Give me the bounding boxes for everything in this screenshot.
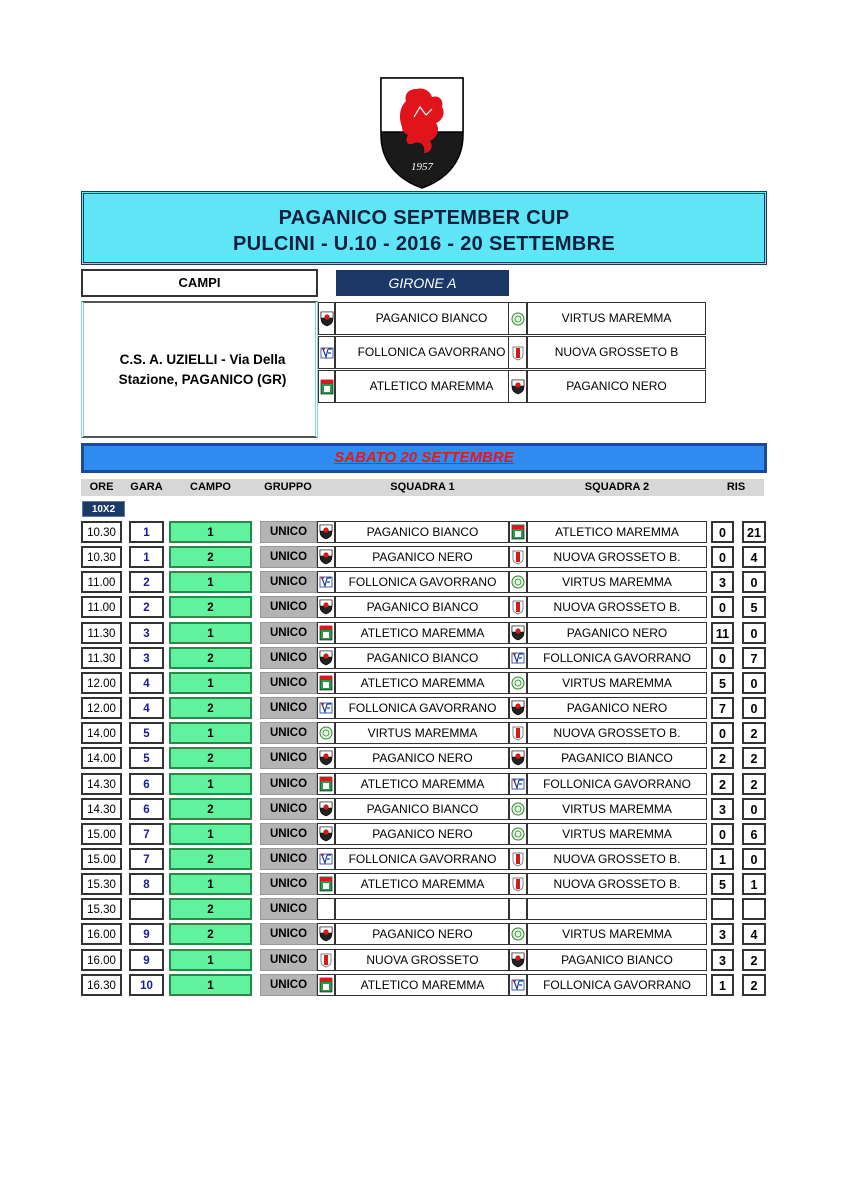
score-team-2: 0 — [742, 571, 766, 593]
score-team-2: 0 — [742, 697, 766, 719]
match-number: 7 — [129, 848, 164, 870]
match-team-2: FOLLONICA GAVORRANO — [527, 647, 707, 669]
match-row — [0, 974, 849, 996]
match-time: 15.30 — [81, 873, 122, 895]
match-group: UNICO — [260, 923, 317, 945]
match-row — [0, 798, 849, 820]
score-team-2 — [742, 898, 766, 920]
score-team-2: 2 — [742, 949, 766, 971]
match-time: 11.00 — [81, 596, 122, 618]
virtus-crest-icon — [317, 722, 335, 744]
paganico-crest-icon — [317, 647, 335, 669]
match-team-1: FOLLONICA GAVORRANO — [335, 697, 510, 719]
match-team-2: PAGANICO NERO — [527, 697, 707, 719]
match-number: 3 — [129, 622, 164, 644]
match-team-2: ATLETICO MAREMMA — [527, 521, 707, 543]
paganico-crest-icon — [317, 798, 335, 820]
match-team-2: NUOVA GROSSETO B. — [527, 596, 707, 618]
match-time: 14.30 — [81, 773, 122, 795]
score-team-1: 1 — [711, 974, 734, 996]
score-team-1: 0 — [711, 647, 734, 669]
score-team-1: 0 — [711, 823, 734, 845]
atletico-crest-icon — [317, 672, 335, 694]
match-time: 12.00 — [81, 672, 122, 694]
match-time: 11.00 — [81, 571, 122, 593]
match-team-2: NUOVA GROSSETO B. — [527, 722, 707, 744]
title-banner — [81, 191, 767, 265]
match-row — [0, 823, 849, 845]
match-number: 2 — [129, 571, 164, 593]
atletico-crest-icon — [318, 370, 335, 403]
match-team-1 — [335, 898, 510, 920]
match-team-2: NUOVA GROSSETO B. — [527, 848, 707, 870]
group-row — [318, 370, 706, 403]
match-group: UNICO — [260, 823, 317, 845]
score-team-1 — [711, 898, 734, 920]
match-group: UNICO — [260, 722, 317, 744]
score-team-2: 0 — [742, 622, 766, 644]
match-team-1: PAGANICO BIANCO — [335, 521, 510, 543]
match-row — [0, 697, 849, 719]
score-team-2: 2 — [742, 773, 766, 795]
score-team-1: 3 — [711, 571, 734, 593]
match-group: UNICO — [260, 773, 317, 795]
match-row — [0, 923, 849, 945]
atletico-crest-icon — [317, 974, 335, 996]
match-group: UNICO — [260, 949, 317, 971]
match-team-2: PAGANICO BIANCO — [527, 949, 707, 971]
follonica-crest-icon — [508, 974, 527, 996]
match-field: 1 — [169, 974, 252, 996]
score-team-2: 5 — [742, 596, 766, 618]
score-team-2: 2 — [742, 747, 766, 769]
match-number: 4 — [129, 672, 164, 694]
follonica-crest-icon — [508, 773, 527, 795]
grosseto-crest-icon — [508, 596, 527, 618]
match-group: UNICO — [260, 546, 317, 568]
match-group: UNICO — [260, 672, 317, 694]
virtus-crest-icon — [508, 823, 527, 845]
header-ore: ORE — [89, 481, 114, 493]
match-team-1: VIRTUS MAREMMA — [335, 722, 510, 744]
match-row — [0, 596, 849, 618]
match-group: UNICO — [260, 697, 317, 719]
score-team-1: 5 — [711, 873, 734, 895]
match-time: 11.30 — [81, 622, 122, 644]
score-team-2: 6 — [742, 823, 766, 845]
campi-label: CAMPI — [81, 269, 318, 297]
match-team-1: PAGANICO NERO — [335, 923, 510, 945]
match-group: UNICO — [260, 848, 317, 870]
club-logo — [380, 77, 464, 189]
match-number: 10 — [129, 974, 164, 996]
score-team-1: 0 — [711, 546, 734, 568]
virtus-crest-icon — [508, 798, 527, 820]
match-time: 16.00 — [81, 923, 122, 945]
paganico-crest-icon — [318, 302, 335, 335]
match-number: 6 — [129, 798, 164, 820]
match-team-1: PAGANICO NERO — [335, 823, 510, 845]
paganico-crest-icon — [317, 596, 335, 618]
match-field: 2 — [169, 798, 252, 820]
score-team-2: 4 — [742, 546, 766, 568]
match-group: UNICO — [260, 596, 317, 618]
atletico-crest-icon — [317, 773, 335, 795]
match-field: 2 — [169, 596, 252, 618]
score-team-2: 4 — [742, 923, 766, 945]
match-team-1: ATLETICO MAREMMA — [335, 974, 510, 996]
score-team-2: 1 — [742, 873, 766, 895]
match-row — [0, 647, 849, 669]
match-field: 1 — [169, 873, 252, 895]
paganico-crest-icon — [508, 697, 527, 719]
grosseto-crest-icon — [508, 873, 527, 895]
match-row — [0, 722, 849, 744]
group-team-right: NUOVA GROSSETO B — [527, 336, 706, 369]
match-row — [0, 571, 849, 593]
score-team-1: 0 — [711, 722, 734, 744]
score-team-1: 7 — [711, 697, 734, 719]
match-number: 9 — [129, 923, 164, 945]
tournament-title: PAGANICO SEPTEMBER CUP — [278, 207, 570, 229]
match-team-2: NUOVA GROSSETO B. — [527, 546, 707, 568]
match-team-1: NUOVA GROSSETO — [335, 949, 510, 971]
paganico-crest-icon — [508, 622, 527, 644]
score-team-1: 0 — [711, 521, 734, 543]
match-number: 1 — [129, 546, 164, 568]
paganico-crest-icon — [508, 747, 527, 769]
atletico-crest-icon — [317, 873, 335, 895]
match-team-1: ATLETICO MAREMMA — [335, 672, 510, 694]
match-team-2: VIRTUS MAREMMA — [527, 798, 707, 820]
match-group: UNICO — [260, 521, 317, 543]
follonica-crest-icon — [317, 697, 335, 719]
virtus-crest-icon — [508, 302, 527, 335]
match-number: 3 — [129, 647, 164, 669]
match-field: 2 — [169, 546, 252, 568]
match-team-1: PAGANICO BIANCO — [335, 647, 510, 669]
follonica-crest-icon — [508, 647, 527, 669]
match-team-2 — [527, 898, 707, 920]
venue-address — [100, 350, 305, 390]
score-team-1: 3 — [711, 798, 734, 820]
paganico-crest-icon — [317, 521, 335, 543]
match-number: 2 — [129, 596, 164, 618]
group-team-right: PAGANICO NERO — [527, 370, 706, 403]
match-time: 10.30 — [81, 521, 122, 543]
header-ris: RIS — [726, 481, 746, 493]
atletico-crest-icon — [317, 622, 335, 644]
match-team-1: ATLETICO MAREMMA — [335, 873, 510, 895]
match-field: 2 — [169, 898, 252, 920]
match-team-2: VIRTUS MAREMMA — [527, 672, 707, 694]
match-row — [0, 747, 849, 769]
match-team-1: PAGANICO BIANCO — [335, 798, 510, 820]
match-time: 10.30 — [81, 546, 122, 568]
group-team-left: FOLLONICA GAVORRANO — [335, 336, 528, 369]
match-time: 14.00 — [81, 747, 122, 769]
match-row — [0, 521, 849, 543]
match-field: 1 — [169, 722, 252, 744]
score-team-2: 2 — [742, 974, 766, 996]
score-team-1: 2 — [711, 773, 734, 795]
score-team-2: 0 — [742, 848, 766, 870]
match-field: 1 — [169, 622, 252, 644]
match-time: 15.00 — [81, 848, 122, 870]
match-row — [0, 949, 849, 971]
match-team-1: ATLETICO MAREMMA — [335, 622, 510, 644]
score-team-2: 2 — [742, 722, 766, 744]
header-gara: GARA — [130, 481, 163, 493]
match-team-1: FOLLONICA GAVORRANO — [335, 848, 510, 870]
score-team-1: 11 — [711, 622, 734, 644]
match-field: 1 — [169, 521, 252, 543]
match-row — [0, 672, 849, 694]
match-time: 15.30 — [81, 898, 122, 920]
group-row — [318, 336, 706, 369]
score-team-1: 3 — [711, 949, 734, 971]
match-team-1: PAGANICO BIANCO — [335, 596, 510, 618]
date-banner — [81, 443, 767, 473]
virtus-crest-icon — [508, 571, 527, 593]
match-number: 6 — [129, 773, 164, 795]
virtus-crest-icon — [508, 923, 527, 945]
grosseto-crest-icon — [508, 848, 527, 870]
match-team-1: PAGANICO NERO — [335, 747, 510, 769]
match-team-2: NUOVA GROSSETO B. — [527, 873, 707, 895]
match-field: 2 — [169, 848, 252, 870]
match-team-2: FOLLONICA GAVORRANO — [527, 974, 707, 996]
match-team-2: VIRTUS MAREMMA — [527, 823, 707, 845]
score-team-2: 21 — [742, 521, 766, 543]
match-field: 1 — [169, 823, 252, 845]
group-row — [318, 302, 706, 335]
match-number: 8 — [129, 873, 164, 895]
header-squadra1: SQUADRA 1 — [390, 481, 455, 493]
match-team-2: VIRTUS MAREMMA — [527, 923, 707, 945]
match-number: 9 — [129, 949, 164, 971]
match-field: 2 — [169, 747, 252, 769]
match-group: UNICO — [260, 798, 317, 820]
match-field: 1 — [169, 949, 252, 971]
group-team-left: ATLETICO MAREMMA — [335, 370, 528, 403]
match-team-1: PAGANICO NERO — [335, 546, 510, 568]
match-number: 1 — [129, 521, 164, 543]
grosseto-crest-icon — [508, 546, 527, 568]
tournament-subtitle: PULCINI - U.10 - 2016 - 20 SETTEMBRE — [232, 233, 615, 255]
match-team-2: PAGANICO BIANCO — [527, 747, 707, 769]
match-field: 2 — [169, 647, 252, 669]
paganico-crest-icon — [508, 370, 527, 403]
match-row — [0, 773, 849, 795]
match-time: 16.00 — [81, 949, 122, 971]
match-group: UNICO — [260, 974, 317, 996]
match-number: 4 — [129, 697, 164, 719]
score-team-2: 0 — [742, 798, 766, 820]
follonica-crest-icon — [317, 571, 335, 593]
match-time: 15.00 — [81, 823, 122, 845]
match-group: UNICO — [260, 873, 317, 895]
match-group: UNICO — [260, 622, 317, 644]
follonica-crest-icon — [317, 848, 335, 870]
match-number: 5 — [129, 722, 164, 744]
grosseto-crest-icon — [317, 949, 335, 971]
match-row — [0, 622, 849, 644]
match-time: 16.30 — [81, 974, 122, 996]
score-team-1: 1 — [711, 848, 734, 870]
format-tag: 10X2 — [82, 501, 125, 517]
date-label: SABATO 20 SETTEMBRE — [334, 449, 514, 466]
paganico-crest-icon — [317, 923, 335, 945]
girone-label: GIRONE A — [336, 270, 509, 296]
match-time: 14.30 — [81, 798, 122, 820]
empty-crest-icon — [317, 898, 335, 920]
paganico-crest-icon — [317, 747, 335, 769]
match-team-1: ATLETICO MAREMMA — [335, 773, 510, 795]
score-team-2: 7 — [742, 647, 766, 669]
virtus-crest-icon — [508, 672, 527, 694]
match-number: 5 — [129, 747, 164, 769]
atletico-crest-icon — [508, 521, 527, 543]
match-time: 12.00 — [81, 697, 122, 719]
venue-line-1: C.S. A. UZIELLI - Via Della — [119, 352, 286, 367]
match-team-2: FOLLONICA GAVORRANO — [527, 773, 707, 795]
empty-crest-icon — [508, 898, 527, 920]
match-row — [0, 546, 849, 568]
match-group: UNICO — [260, 747, 317, 769]
match-number: 7 — [129, 823, 164, 845]
paganico-crest-icon — [317, 546, 335, 568]
match-time: 11.30 — [81, 647, 122, 669]
match-number — [129, 898, 164, 920]
score-team-1: 5 — [711, 672, 734, 694]
score-team-1: 0 — [711, 596, 734, 618]
match-field: 2 — [169, 697, 252, 719]
grosseto-crest-icon — [508, 722, 527, 744]
match-time: 14.00 — [81, 722, 122, 744]
group-team-left: PAGANICO BIANCO — [335, 302, 528, 335]
match-row — [0, 848, 849, 870]
schedule-header — [81, 479, 764, 496]
header-gruppo: GRUPPO — [264, 481, 312, 493]
grosseto-crest-icon — [508, 336, 527, 369]
score-team-1: 2 — [711, 747, 734, 769]
match-group: UNICO — [260, 898, 317, 920]
match-field: 1 — [169, 571, 252, 593]
score-team-2: 0 — [742, 672, 766, 694]
follonica-crest-icon — [318, 336, 335, 369]
match-row — [0, 898, 849, 920]
header-squadra2: SQUADRA 2 — [584, 481, 650, 493]
paganico-crest-icon — [508, 949, 527, 971]
match-field: 1 — [169, 672, 252, 694]
match-field: 2 — [169, 923, 252, 945]
venue-line-2: Stazione, PAGANICO (GR) — [118, 372, 287, 387]
match-row — [0, 873, 849, 895]
match-team-2: VIRTUS MAREMMA — [527, 571, 707, 593]
match-group: UNICO — [260, 647, 317, 669]
score-team-1: 3 — [711, 923, 734, 945]
match-team-2: PAGANICO NERO — [527, 622, 707, 644]
header-campo: CAMPO — [190, 481, 231, 493]
match-field: 1 — [169, 773, 252, 795]
paganico-crest-icon — [317, 823, 335, 845]
group-team-right: VIRTUS MAREMMA — [527, 302, 706, 335]
logo-year: 1957 — [411, 161, 433, 173]
match-team-1: FOLLONICA GAVORRANO — [335, 571, 510, 593]
match-group: UNICO — [260, 571, 317, 593]
